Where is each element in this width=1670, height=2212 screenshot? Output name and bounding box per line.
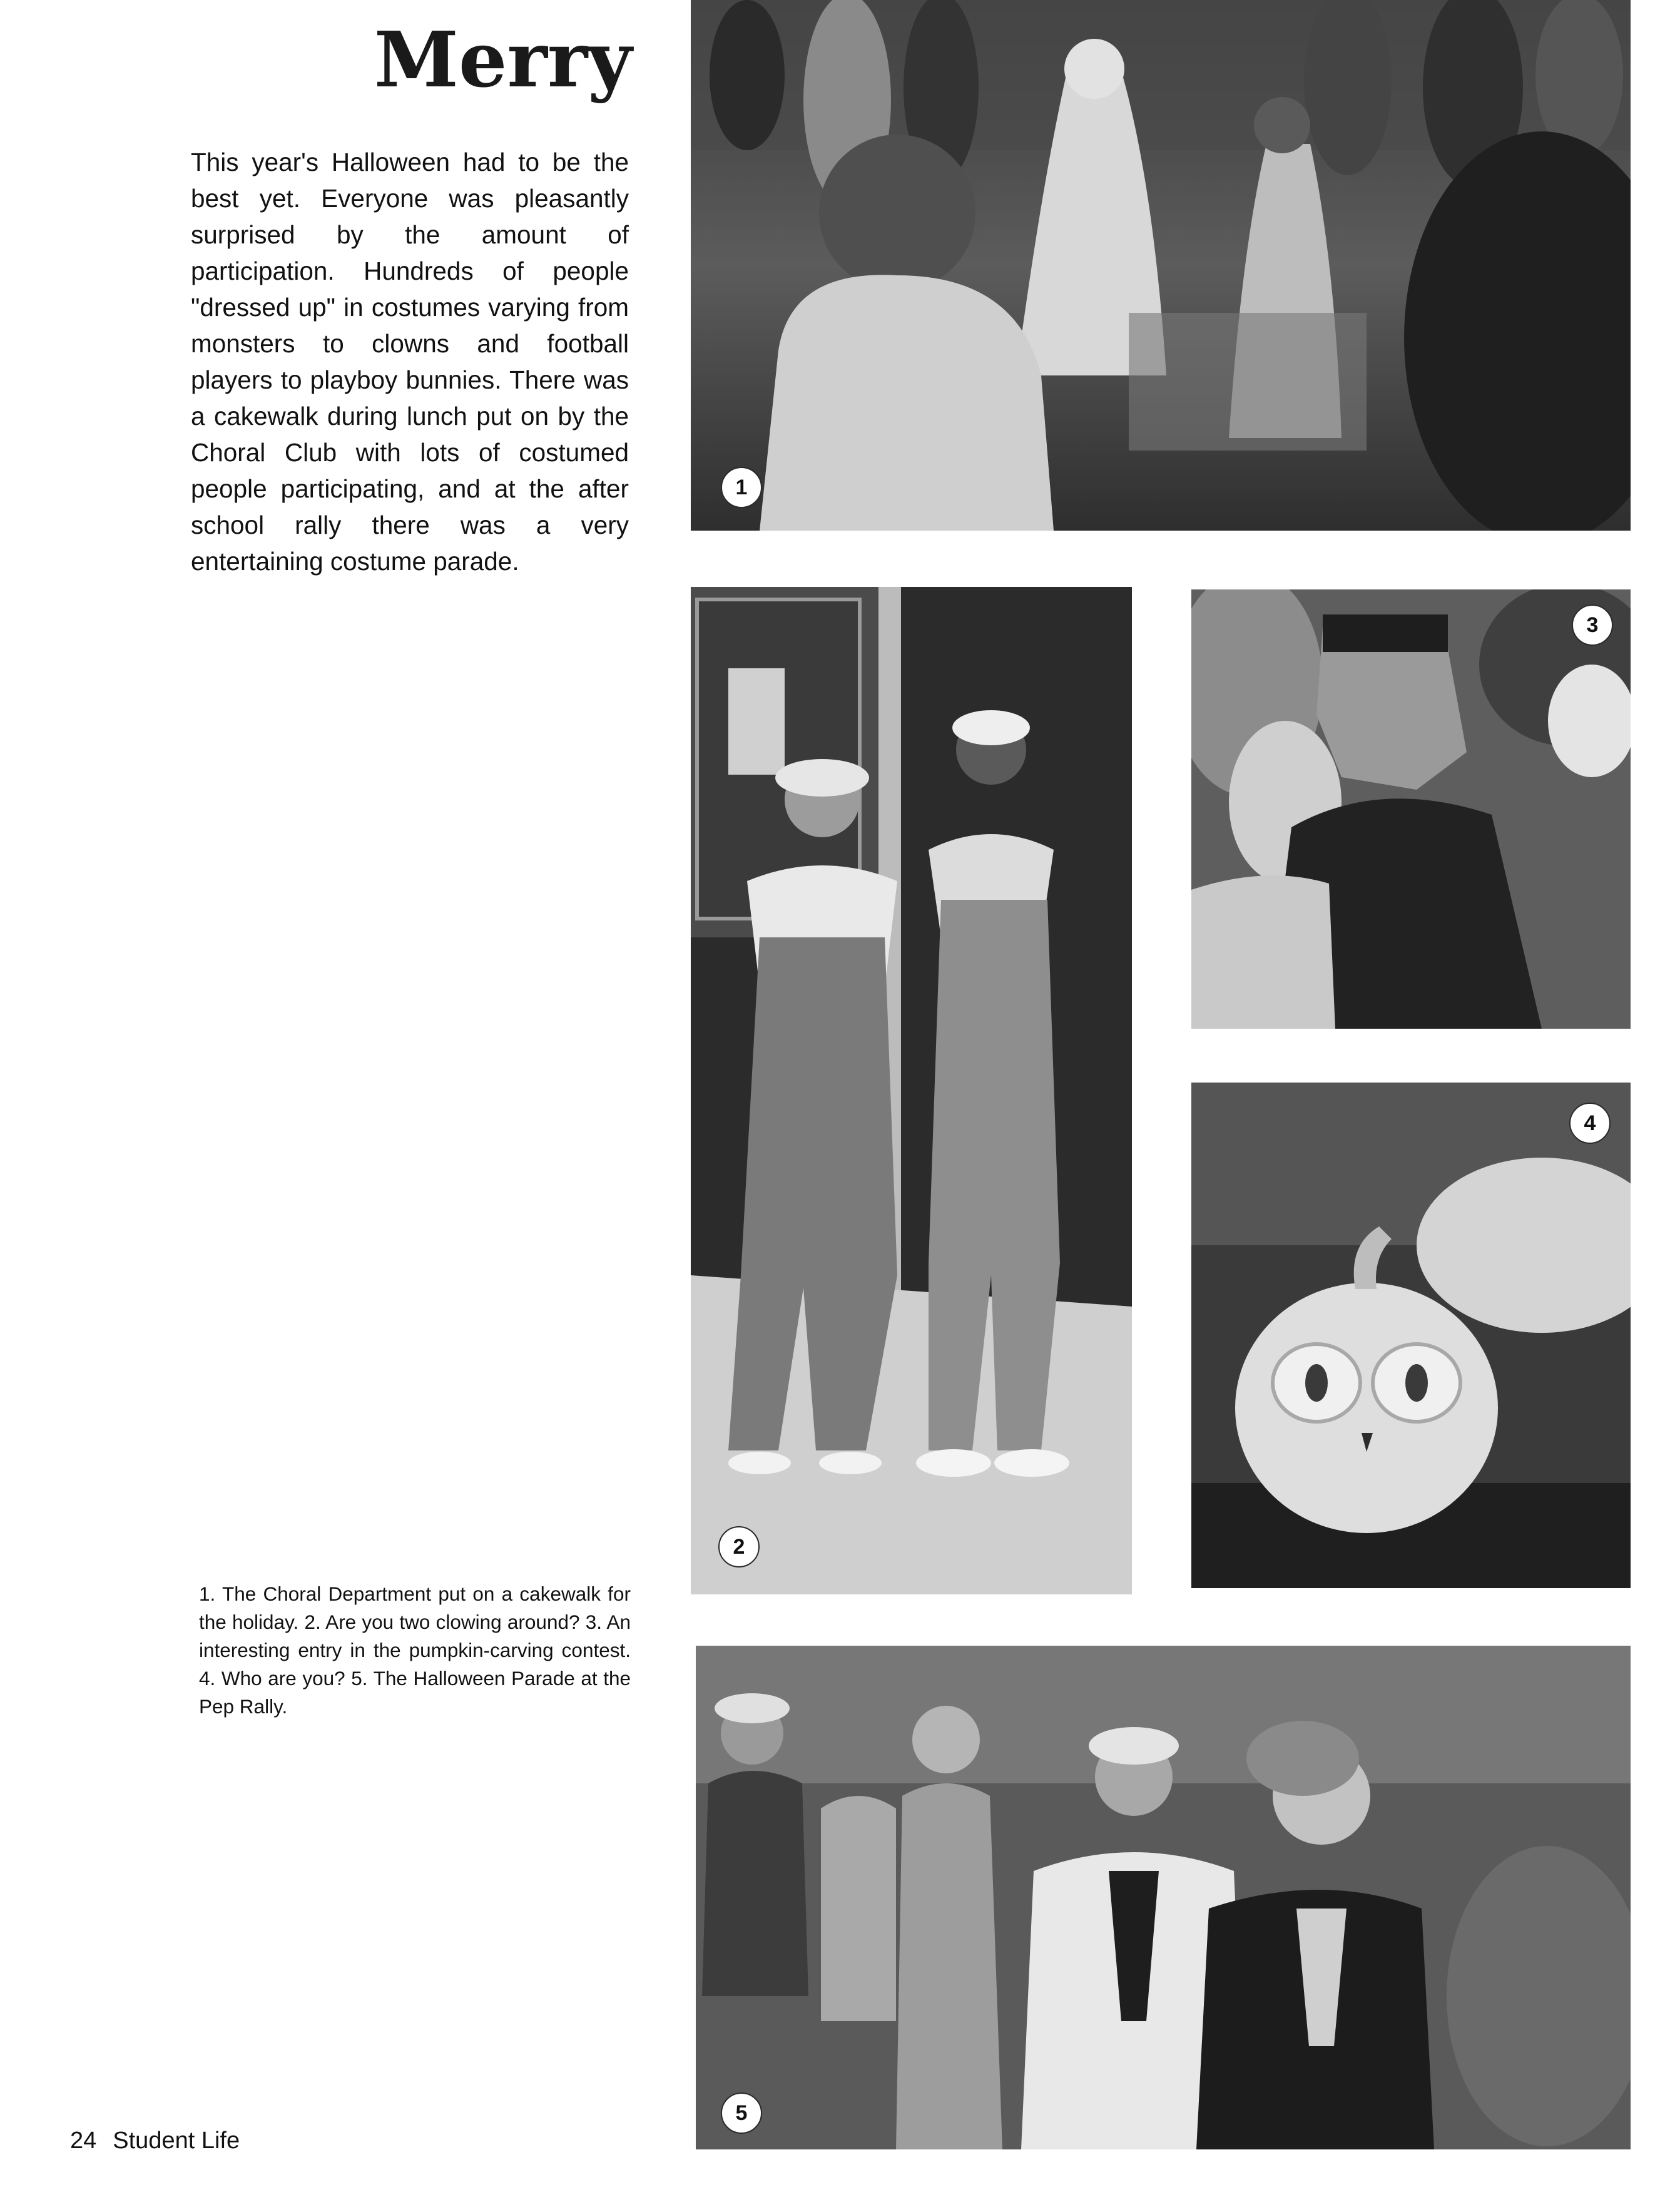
photo-parade-image <box>696 1646 1631 2149</box>
intro-paragraph: This year's Halloween had to be the best yet. Everyone was pleasantly surprised by the amount of participation. Hundreds of people "dressed up" in costumes varying from monsters to clowns and football players to playboy bunnies. There was a cakewalk during lunch put on by the Choral Club with lots of costumed people participating, and at the after school rally there was a very entertaining costume parade. <box>191 148 629 576</box>
photo-owl-pumpkin <box>1191 1083 1631 1588</box>
photo-number-badge: 2 <box>718 1526 760 1567</box>
photo-number-badge: 5 <box>721 2092 762 2134</box>
photo-captions: 1. The Choral Department put on a cakewalk for the holiday. 2. Are you two clowing around? 3. An interesting entry in the pumpkin-carving contest. 4. Who are you? 5. The Halloween Parade at the Pep Rally. <box>199 1583 631 1718</box>
page-title: Merry <box>374 14 632 104</box>
photo-parade <box>696 1646 1631 2149</box>
photo-owl-pumpkin-image <box>1191 1083 1631 1588</box>
photo-clowns <box>691 587 1132 1594</box>
photo-cakewalk <box>691 0 1631 531</box>
page-footer <box>70 2126 240 2155</box>
photo-clowns-image <box>691 587 1132 1594</box>
page-number: 24 <box>70 2128 97 2154</box>
photo-number-badge: 4 <box>1569 1103 1611 1144</box>
photo-monster-mask-image <box>1191 589 1631 1029</box>
section-name: Student Life <box>113 2128 240 2154</box>
photo-number-badge: 1 <box>721 467 762 508</box>
photo-cakewalk-image <box>691 0 1631 531</box>
photo-number-badge: 3 <box>1572 604 1613 646</box>
photo-monster-mask <box>1191 589 1631 1029</box>
